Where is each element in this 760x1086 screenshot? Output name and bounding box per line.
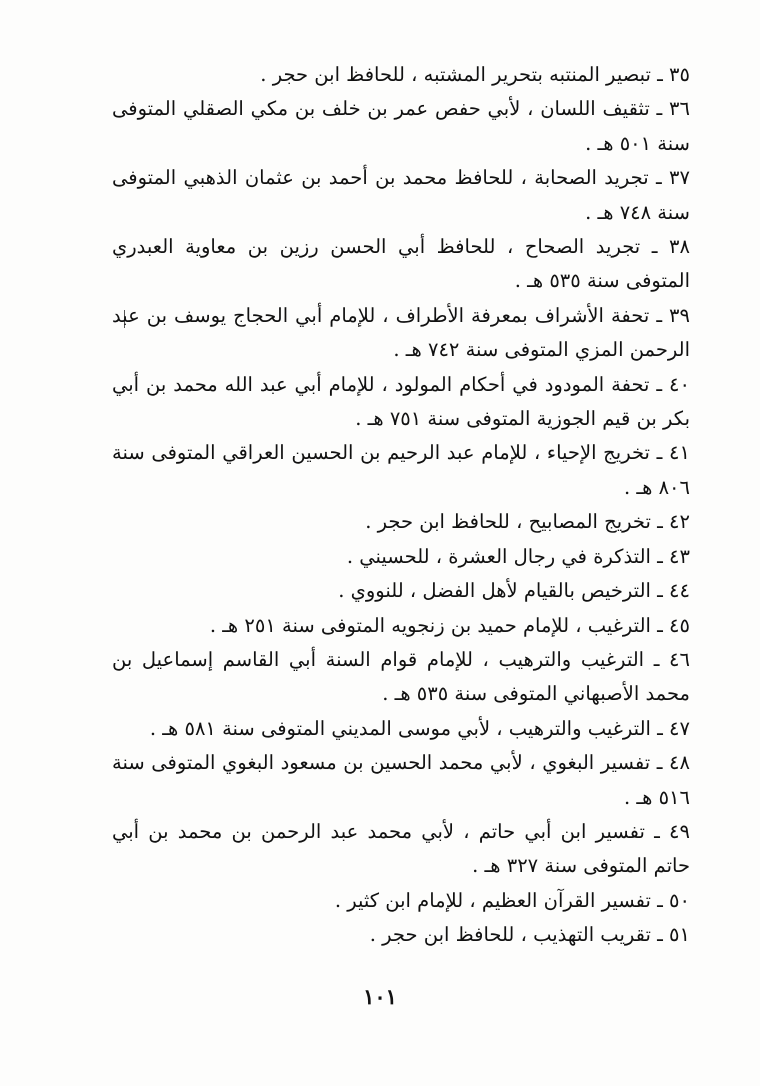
bibliography-entry-43: ٤٣ ـ التذكرة في رجال العشرة ، للحسيني . [346,544,690,568]
bibliography-list [112,58,690,953]
bibliography-entry-44: ٤٤ ـ الترخيص بالقيام لأهل الفضل ، للنووي . [338,579,690,603]
bibliography-entry-38: ٣٨ ـ تجريد الصحاح ، للحافظ أبي الحسن رزين بن معاوية العبدري المتوفى سنة ٥٣٥ هـ . [112,235,690,293]
bibliography-entry-35: ٣٥ ـ تبصير المنتبه بتحرير المشتبه ، للحافظ ابن حجر . [260,63,690,86]
page-number: ١٠١ [363,984,397,1009]
bibliography-entry-51: ٥١ ـ تقريب التهذيب ، للحافظ ابن حجر . [369,923,690,947]
bibliography-entry-42: ٤٢ ـ تخريج المصابيح ، للحافظ ابن حجر . [365,510,690,534]
bibliography-entry-39: ٣٩ ـ تحفة الأشراف بمعرفة الأطراف ، للإمام أبي الحجاج يوسف بن عبد الرحمن المزي المتوفى سنة ٧٤٢ هـ . [112,303,690,362]
bibliography-entry-50: ٥٠ ـ تفسير القرآن العظيم ، للإمام ابن كثير . [334,888,690,912]
bibliography-entry-48: ٤٨ ـ تفسير البغوي ، لأبي محمد الحسين بن مسعود البغوي المتوفى سنة ٥١٦ هـ . [112,751,690,809]
bibliography-entry-49: ٤٩ ـ تفسير ابن أبي حاتم ، لأبي محمد عبد الرحمن بن محمد بن أبي حاتم المتوفى سنة ٣٢٧ هـ . [112,819,690,878]
bibliography-entry-41: ٤١ ـ تخريج الإحياء ، للإمام عبد الرحيم بن الحسين العراقي المتوفى سنة ٨٠٦ هـ . [112,441,690,499]
bibliography-entry-46: ٤٦ ـ الترغيب والترهيب ، للإمام قوام السنة أبي القاسم إسماعيل بن محمد الأصبهاني المتوفى سنة ٥٣٥ هـ . [112,647,690,706]
bibliography-entry-40: ٤٠ ـ تحفة المودود في أحكام المولود ، للإمام أبي عبد الله محمد بن أبي بكر بن قيم الجوزية المتوفى سنة ٧٥١ هـ . [112,372,690,431]
bibliography-entry-45: ٤٥ ـ الترغيب ، للإمام حميد بن زنجويه المتوفى سنة ٢٥١ هـ . [209,613,690,637]
bibliography-entry-47: ٤٧ ـ الترغيب والترهيب ، لأبي موسى المديني المتوفى سنة ٥٨١ هـ . [149,716,690,740]
bibliography-entry-37: ٣٧ ـ تجريد الصحابة ، للحافظ محمد بن أحمد بن عثمان الذهبي المتوفى سنة ٧٤٨ هـ . [112,166,690,224]
bibliography-entry-36: ٣٦ ـ تثقيف اللسان ، لأبي حفص عمر بن خلف بن مكي الصقلي المتوفى سنة ٥٠١ هـ . [112,97,690,155]
